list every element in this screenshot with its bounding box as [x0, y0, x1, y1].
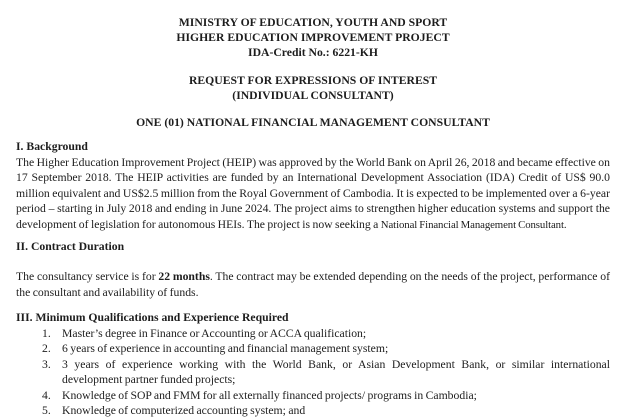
section-contract-duration: [16, 239, 610, 300]
list-item-text: 3 years of experience working with the World Bank, or Asian Development Bank, or similar international development partner funded projects;: [62, 357, 610, 386]
document-header: [16, 0, 610, 130]
header-org-group: [16, 0, 610, 60]
list-item-text: Knowledge of computerized accounting system; and: [62, 404, 306, 417]
background-heading: I. Background: [16, 140, 88, 153]
qualifications-heading: III. Minimum Qualifications and Experience Required: [16, 311, 289, 324]
list-item-number: 3.: [42, 357, 51, 371]
list-item: [16, 341, 610, 357]
section-background: [16, 139, 610, 233]
position-title: ONE (01) NATIONAL FINANCIAL MANAGEMENT CONSULTANT: [136, 115, 490, 129]
list-item: [16, 388, 610, 404]
contract-body-after: . The contract may be extended depending on the needs of the project, performance of the consultant and availability of funds.: [16, 270, 610, 299]
list-item: [16, 357, 610, 388]
request-title: REQUEST FOR EXPRESSIONS OF INTEREST: [188, 73, 438, 87]
contract-paragraph: [16, 269, 610, 300]
contract-body-before: The consultancy service is for: [16, 270, 159, 283]
list-item-text: Knowledge of SOP and FMM for all externally financed projects/ programs in Cambodia;: [62, 388, 477, 402]
list-item-text: Master’s degree in Finance or Accounting or ACCA qualification;: [62, 326, 367, 340]
credit-number: IDA-Credit No.: 6221-KH: [248, 46, 378, 59]
list-item-number: 4.: [42, 388, 51, 402]
section-qualifications: [16, 310, 610, 419]
list-item-number: 1.: [42, 326, 51, 340]
background-body-text: The Higher Education Improvement Project (HEIP) was approved by the World Bank on April 26, 2018 and became effective on 17 September 2018. The HEIP activities are funded by an International Development Association (IDA) Credit of US$ 90.0 million equivalent and US$2.5 million from the Royal Government of Cambodia. It is expected to be implemented over a 6-year period – starting in July 2018 and ending in June 2024. The project aims to strengthen higher education systems and support the development of legislation for autonomous HEIs. The project is now seeking a: [16, 155, 610, 231]
contract-duration-value: 22 months: [158, 270, 210, 283]
project-name: HIGHER EDUCATION IMPROVEMENT PROJECT: [176, 31, 450, 44]
background-paragraph: [16, 155, 610, 234]
contract-heading: II. Contract Duration: [16, 240, 125, 253]
list-item: [16, 326, 610, 342]
list-item-number: 2.: [42, 342, 51, 355]
header-request-group: [16, 73, 610, 103]
request-subtitle: (INDIVIDUAL CONSULTANT): [232, 88, 394, 102]
ministry-name: MINISTRY OF EDUCATION, YOUTH AND SPORT: [178, 16, 448, 29]
list-item-number: 5.: [42, 404, 51, 417]
consultant-title-phrase: National Financial Management Consultant.: [380, 218, 567, 231]
list-item: [16, 403, 610, 419]
list-item-text: 6 years of experience in accounting and financial management system;: [62, 342, 389, 355]
header-position-group: [16, 115, 610, 130]
qualifications-list: [16, 326, 610, 419]
